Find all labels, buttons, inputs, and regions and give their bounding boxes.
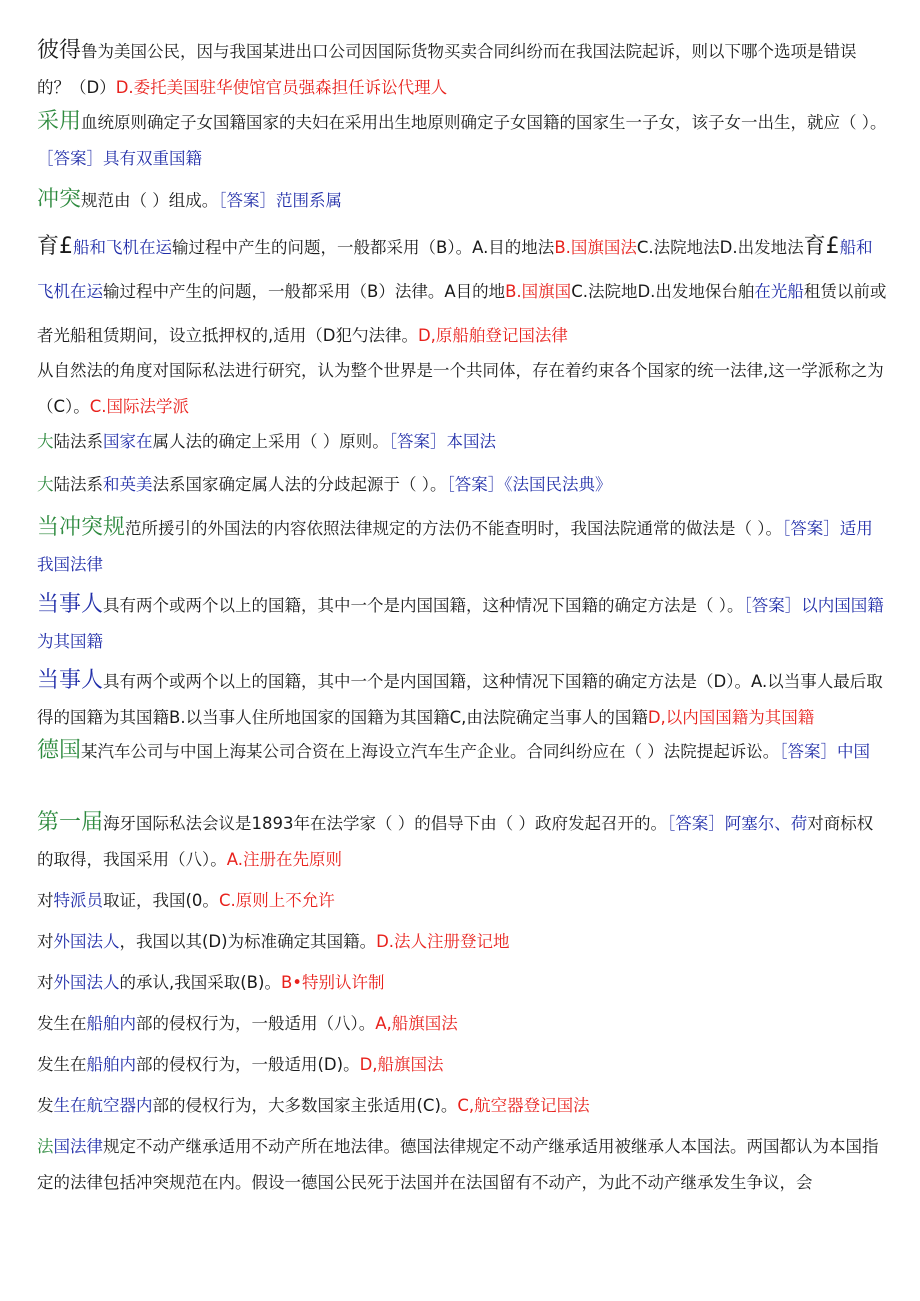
question-17 [37, 1047, 887, 1083]
q14-answer: D.法人注册登记地 [376, 932, 510, 951]
q2-answer-tag: ［答案］ [37, 149, 103, 168]
q4-text-d: C.法院地D.出发地保台舶 [571, 282, 755, 301]
q8-lead: 当冲突规 [37, 515, 126, 540]
q4-lead-b: 育£ [803, 234, 840, 259]
question-18 [37, 1088, 887, 1124]
q10-text: 具有两个或两个以上的国籍，其中一个是内国国籍，这种情况下国籍的确定方法是（D）。A.以当事人最后取得的国籍为其国籍B.以当事人住所地国家的国籍为其国籍C,由法院确定当事人的国籍 [37, 672, 883, 727]
q8-answer: 适用我国法律 [37, 519, 873, 574]
q12-text: 海牙国际私法会议是1893年在法学家（ ）的倡导下由（ ）政府发起召开的。 [103, 814, 667, 833]
q16-text-b: 部的侵权行为，一般适用（八）。 [136, 1014, 376, 1033]
question-1 [37, 33, 887, 106]
q17-answer: D,船旗国法 [359, 1055, 444, 1074]
q4-lead-a: 育£ [37, 234, 73, 259]
q9-text: 具有两个或两个以上的国籍，其中一个是内国国籍，这种情况下国籍的确定方法是（ ）。 [103, 596, 744, 615]
q5-answer: C.国际法学派 [89, 397, 190, 416]
q15-answer: B•特别认许制 [280, 973, 385, 992]
q4-highlight-b: 船和飞机在运 [37, 238, 873, 301]
q12-answer: 阿塞尔、荷 [724, 814, 808, 833]
q3-lead: 冲突 [37, 187, 82, 212]
q16-highlight: 船舶内 [86, 1014, 136, 1033]
q4-answer-c: D,原船舶登记国法律 [417, 326, 568, 345]
q10-lead: 当事人 [37, 668, 104, 693]
q11-answer: 中国 [837, 742, 871, 761]
q9-answer: 以内国国籍为其国籍 [37, 596, 884, 651]
q15-text-b: 的承认,我国采取(B)。 [119, 973, 281, 992]
q1-lead: 彼得 [37, 38, 82, 63]
q4-highlight-a: 船和飞机在运 [73, 238, 172, 257]
q18-answer: C,航空器登记国法 [457, 1096, 590, 1115]
question-8 [37, 510, 887, 583]
q2-text: 血统原则确定子女国籍国家的夫妇在采用出生地原则确定子女国籍的国家生一子女，该子女一出生，就应（ ）。 [81, 113, 887, 132]
q11-text: 某汽车公司与中国上海某公司合资在上海设立汽车生产企业。合同纠纷应在（ ）法院提起诉讼。 [81, 742, 780, 761]
q11-lead: 德国 [37, 738, 82, 763]
q7-answer: 《法国民法典》 [504, 475, 612, 494]
q2-lead: 采用 [37, 109, 82, 134]
q3-answer-tag: ［答案］ [218, 191, 277, 210]
q16-answer: A,船旗国法 [375, 1014, 458, 1033]
question-5 [37, 353, 887, 425]
q19-lead: 法 [37, 1137, 54, 1156]
q19-text: 规定不动产继承适用不动产所在地法律。德国法律规定不动产继承适用被继承人本国法。两国都认为本国指定的法律包括冲突规范在内。假设一德国公民死于法国并在法国留有不动产，为此不动产继承发生争议，会 [37, 1137, 879, 1192]
q6-answer-tag: ［答案］ [388, 432, 447, 451]
q14-text-a: 对 [37, 932, 54, 951]
q4-answer-a: B.国旗国法 [554, 238, 637, 257]
q4-text-a: 输过程中产生的问题，一般都采用（B）。A.目的地法 [172, 238, 555, 257]
q4-text-c: 输过程中产生的问题，一般都采用（B）法律。A目的地 [103, 282, 506, 301]
q17-text-b: 部的侵权行为，一般适用(D)。 [136, 1055, 360, 1074]
q1-answer: D.委托美国驻华使馆官员强森担任诉讼代理人 [115, 78, 448, 97]
q17-highlight: 船舶内 [86, 1055, 136, 1074]
q3-text: 规范由（ ）组成。 [81, 191, 219, 210]
q13-highlight: 特派员 [53, 891, 103, 910]
q8-text: 范所援引的外国法的内容依照法律规定的方法仍不能查明时，我国法院通常的做法是（ ）。 [125, 519, 783, 538]
q14-text-b: ，我国以其(D)为标准确定其国籍。 [119, 932, 377, 951]
q15-highlight: 外国法人 [53, 973, 120, 992]
q13-answer: C.原则上不允许 [218, 891, 335, 910]
question-13 [37, 883, 887, 919]
q14-highlight: 外国法人 [53, 932, 120, 951]
question-3 [37, 182, 887, 219]
q4-text-b: C.法院地法D.出发地法 [636, 238, 804, 257]
q7-lead: 大 [37, 475, 54, 494]
question-15 [37, 965, 887, 1001]
question-7 [37, 467, 887, 503]
q7-highlight: 和英美 [103, 475, 153, 494]
question-11 [37, 733, 887, 770]
question-2 [37, 104, 887, 177]
question-4 [37, 225, 887, 358]
question-6 [37, 424, 887, 460]
q7-answer-tag: ［答案］ [446, 475, 505, 494]
question-12 [37, 805, 887, 878]
q18-text-a: 发 [37, 1096, 54, 1115]
q13-text-a: 对 [37, 891, 54, 910]
q4-highlight-c: 在光船 [754, 282, 804, 301]
q18-text-b: 部的侵权行为，大多数国家主张适用(C)。 [152, 1096, 458, 1115]
q4-answer-b: B.国旗国 [505, 282, 572, 301]
q6-text-a: 陆法系 [53, 432, 103, 451]
q3-answer: 范围系属 [276, 191, 343, 210]
q18-highlight: 生在航空器内 [53, 1096, 153, 1115]
q9-answer-tag: ［答案］ [743, 596, 802, 615]
q13-text-b: 取证，我国(0。 [103, 891, 219, 910]
q6-answer: 本国法 [446, 432, 496, 451]
q12-text-b: 对商标权的取得，我国采用（八）。 [37, 814, 874, 869]
question-9 [37, 587, 887, 660]
q1-text: 鲁为美国公民，因与我国某进出口公司因国际货物买卖合同纠纷而在我国法院起诉，则以下哪个选项是错误的？（D） [37, 42, 857, 97]
q7-text-b: 法系国家确定属人法的分歧起源于（ ）。 [152, 475, 447, 494]
q4-text-e: 租赁以前或者光船租赁期间，设立抵押权的,适用（D犯勺法律。 [37, 282, 887, 345]
q19-highlight: 国法律 [53, 1137, 103, 1156]
q11-answer-tag: ［答案］ [779, 742, 838, 761]
q5-text: 从自然法的角度对国际私法进行研究，认为整个世界是一个共同体，存在着约束各个国家的统一法律,这一学派称之为（C）。 [37, 361, 884, 416]
question-16 [37, 1006, 887, 1042]
question-19 [37, 1129, 887, 1201]
q2-answer: 具有双重国籍 [103, 149, 202, 168]
q9-lead: 当事人 [37, 592, 104, 617]
q12-lead: 第一届 [37, 810, 104, 835]
q10-answer: D,以内国国籍为其国籍 [647, 708, 815, 727]
q6-lead: 大 [37, 432, 54, 451]
q6-highlight: 国家在 [103, 432, 153, 451]
q6-text-b: 属人法的确定上采用（ ）原则。 [152, 432, 389, 451]
q12-answer-tag: ［答案］ [667, 814, 725, 833]
q17-text-a: 发生在 [37, 1055, 87, 1074]
q8-answer-tag: ［答案］ [782, 519, 840, 538]
q12-answer-b: A.注册在先原则 [226, 850, 342, 869]
question-14 [37, 924, 887, 960]
q16-text-a: 发生在 [37, 1014, 87, 1033]
q15-text-a: 对 [37, 973, 54, 992]
question-10 [37, 663, 887, 736]
q7-text-a: 陆法系 [53, 475, 103, 494]
